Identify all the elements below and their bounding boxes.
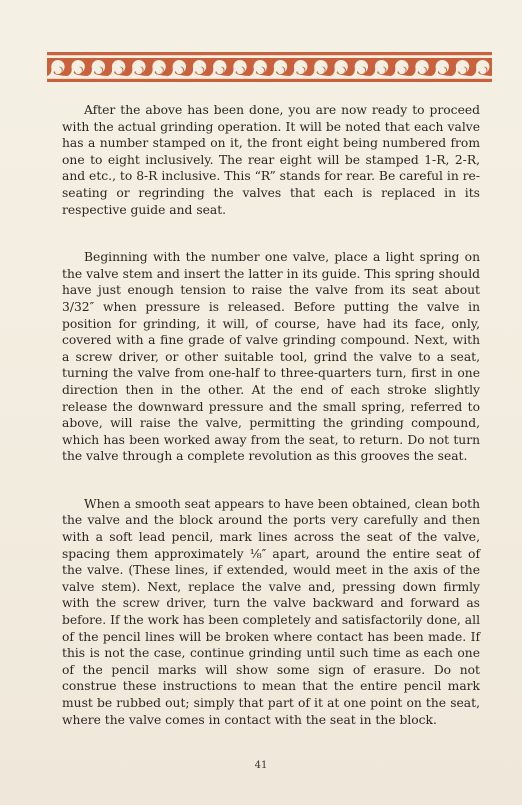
paragraph-1: After the above has been done, you are now ready to proceed with the actual grinding operation. It will be noted that each valve has a number stamped on it, the front eight being numbered from one to eight inclusively. The rear eight will be stamped 1-R, 2-R, and etc., to 8-R inclusive. This “R” stands for rear. Be careful in reseating or regrinding the valves that each is replaced in its respective guide and seat.: [62, 103, 480, 217]
ornament-bottom-rule: [47, 79, 492, 82]
paragraph-2: Beginning with the number one valve, place a light spring on the valve stem and insert the latter in its guide. This spring should have just enough tension to raise the valve from its seat about 3/32″ when pressure is released. Before putting the valve in position for grinding, it will, of course, have had its face, only, covered with a fine grade of valve grinding compound. Next, with a screw driver, or other suitable tool, grind the valve to a seat, turning the valve from one-half to three-quarters turn, first in one direction then in the other. At the end of each stroke slightly release the downward pressure and the small spring, referred to above, will raise the valve, permitting the grinding compound, which has been worked away from the seat, to return. Do not turn the valve through a complete revolution as this grooves the seat.: [62, 250, 480, 464]
ornament-graphic: [47, 52, 492, 82]
page-body: [62, 102, 480, 728]
paragraph-3: When a smooth seat appears to have been obtained, clean both the valve and the block around the ports very carefully and then with a soft lead pencil, mark lines across the seat of the valve, spacing them approximately ⅛″ apart, around the entire seat of the valve. (These lines, if extended, would meet in the axis of the valve stem). Next, replace the valve and, pressing down firmly with the screw driver, turn the valve backward and forward as before. If the work has been completely and satisfactorily done, all of the pencil lines will be broken where contact has been made. If this is not the case, continue grinding until such time as each one of the pencil marks will show some sign of erasure. Do not construe these instructions to mean that the entire pencil mark must be rubbed out; simply that part of it at one point on the seat, where the valve comes in contact with the seat in the block.: [62, 496, 480, 727]
wave-scroll-border-ornament: [47, 52, 492, 82]
ornament-top-rule: [47, 52, 492, 55]
page-number: 41: [254, 760, 268, 771]
